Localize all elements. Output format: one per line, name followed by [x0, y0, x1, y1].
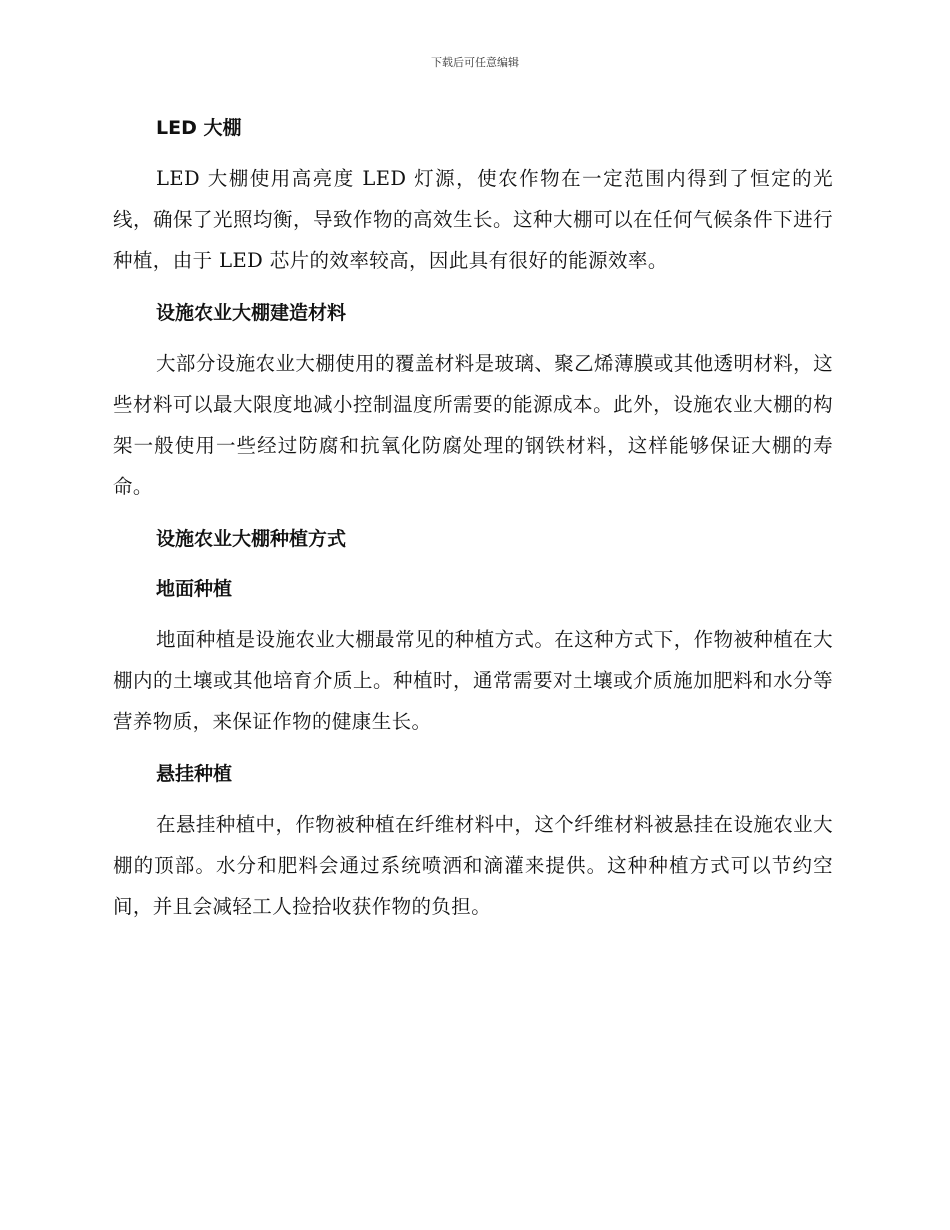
section-paragraph-led-greenhouse: LED 大棚使用高亮度 LED 灯源，使农作物在一定范围内得到了恒定的光线，确保了光照均衡，导致作物的高效生长。这种大棚可以在任何气候条件下进行种植，由于 LED 芯片的效率较高，因此具有很好的能源效率。	[113, 167, 833, 272]
section-paragraph-construction-materials: 大部分设施农业大棚使用的覆盖材料是玻璃、聚乙烯薄膜或其他透明材料，这些材料可以最大限度地减小控制温度所需要的能源成本。此外，设施农业大棚的构架一般使用一些经过防腐和抗氧化防腐处理的钢铁材料，这样能够保证大棚的寿命。	[113, 352, 833, 498]
section-paragraph-hanging-planting: 在悬挂种植中，作物被种植在纤维材料中，这个纤维材料被悬挂在设施农业大棚的顶部。水分和肥料会通过系统喷洒和滴灌来提供。这种种植方式可以节约空间，并且会减轻工人捡拾收获作物的负担。	[113, 813, 833, 918]
section-heading-hanging-planting: 悬挂种植	[156, 763, 233, 785]
document-body	[113, 108, 833, 939]
section-paragraph-ground-planting: 地面种植是设施农业大棚最常见的种植方式。在这种方式下，作物被种植在大棚内的土壤或其他培育介质上。种植时，通常需要对土壤或介质施加肥料和水分等营养物质，来保证作物的健康生长。	[113, 628, 833, 733]
section-heading-construction-materials: 设施农业大棚建造材料	[156, 302, 347, 324]
section-heading-planting-methods: 设施农业大棚种植方式	[156, 528, 347, 550]
section-heading-led-greenhouse: LED 大棚	[156, 117, 242, 139]
section-heading-ground-planting: 地面种植	[156, 578, 233, 600]
page-header-note: 下载后可任意编辑	[431, 56, 519, 69]
